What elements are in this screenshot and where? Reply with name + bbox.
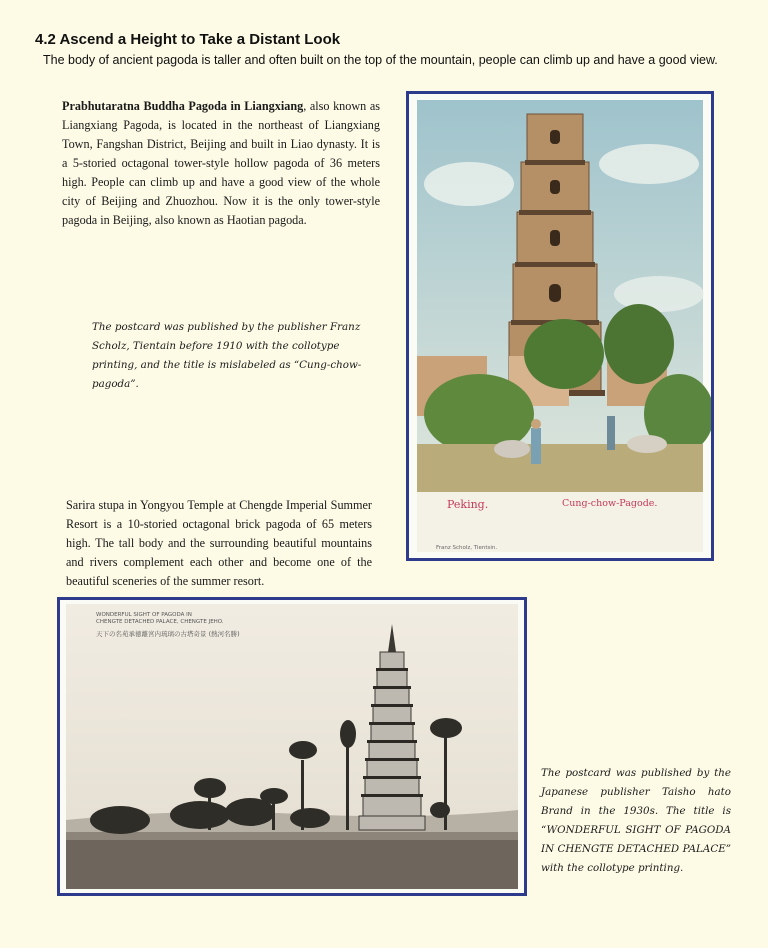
- paragraph-yongyou: Sarira stupa in Yongyou Temple at Chengde Imperial Summer Resort is a 10-storied octagonal brick pagoda of 65 meters high. The tall body and the surrounding beautiful mountains and rivers complement each other and become one of the beautiful sceneries of the summer resort.: [66, 498, 372, 588]
- paragraph-liangxiang-bold: Prabhutaratna Buddha Pagoda in Liangxiang: [62, 99, 304, 113]
- postcard-1-frame: [406, 91, 714, 561]
- section-intro: The body of ancient pagoda is taller and often built on the top of the mountain, people can climb up and have a good view.: [43, 53, 718, 67]
- postcard-2-title: [96, 612, 336, 626]
- caption-postcard-1: The postcard was published by the publisher Franz Scholz, Tientain before 1910 with the collotype printing, and the title is mislabeled as “Cung-chow-pagoda”.: [92, 321, 362, 390]
- postcard-1-publisher: Franz Scholz, Tientsin.: [436, 545, 498, 551]
- postcard-2-title-line-2: CHENGTE DETACHED PALACE, CHENGTE JEHO.: [96, 619, 224, 625]
- postcard-1-label-title: Cung-chow-Pagode.: [562, 498, 658, 509]
- postcard-1-label-peking: Peking.: [447, 498, 489, 511]
- paragraph-liangxiang-text: , also known as Liangxiang Pagoda, is located in the northeast of Liangxiang Town, Fangshan District, Beijing and built in Liao dynasty. It is a 5-storied octagonal tower-style hollow pagoda of 36 meters high. People can climb up and have a good view of the whole city of Beijing and Zhuozhou. Now it is the only tower-style pagoda in Beijing, also known as Haotian pagoda.: [62, 99, 380, 227]
- postcard-1-image: [409, 94, 711, 558]
- postcard-2-japanese-title: 天下の名苑承徳離宮内琉璃の古塔奇景 (熱河名勝): [96, 630, 240, 638]
- paragraph-liangxiang: [62, 97, 380, 230]
- postcard-2-frame: [57, 597, 527, 896]
- postcard-2-image: [60, 600, 524, 893]
- section-title: 4.2 Ascend a Height to Take a Distant Look: [35, 31, 341, 48]
- postcard-2-title-line-1: WONDERFUL SIGHT OF PAGODA IN: [96, 612, 192, 618]
- caption-postcard-2: The postcard was published by the Japanese publisher Taisho hato Brand in the 1930s. The title is “WONDERFUL SIGHT OF PAGODA IN CHENGTE DETACHED PALACE” with the collotype printing.: [541, 767, 731, 874]
